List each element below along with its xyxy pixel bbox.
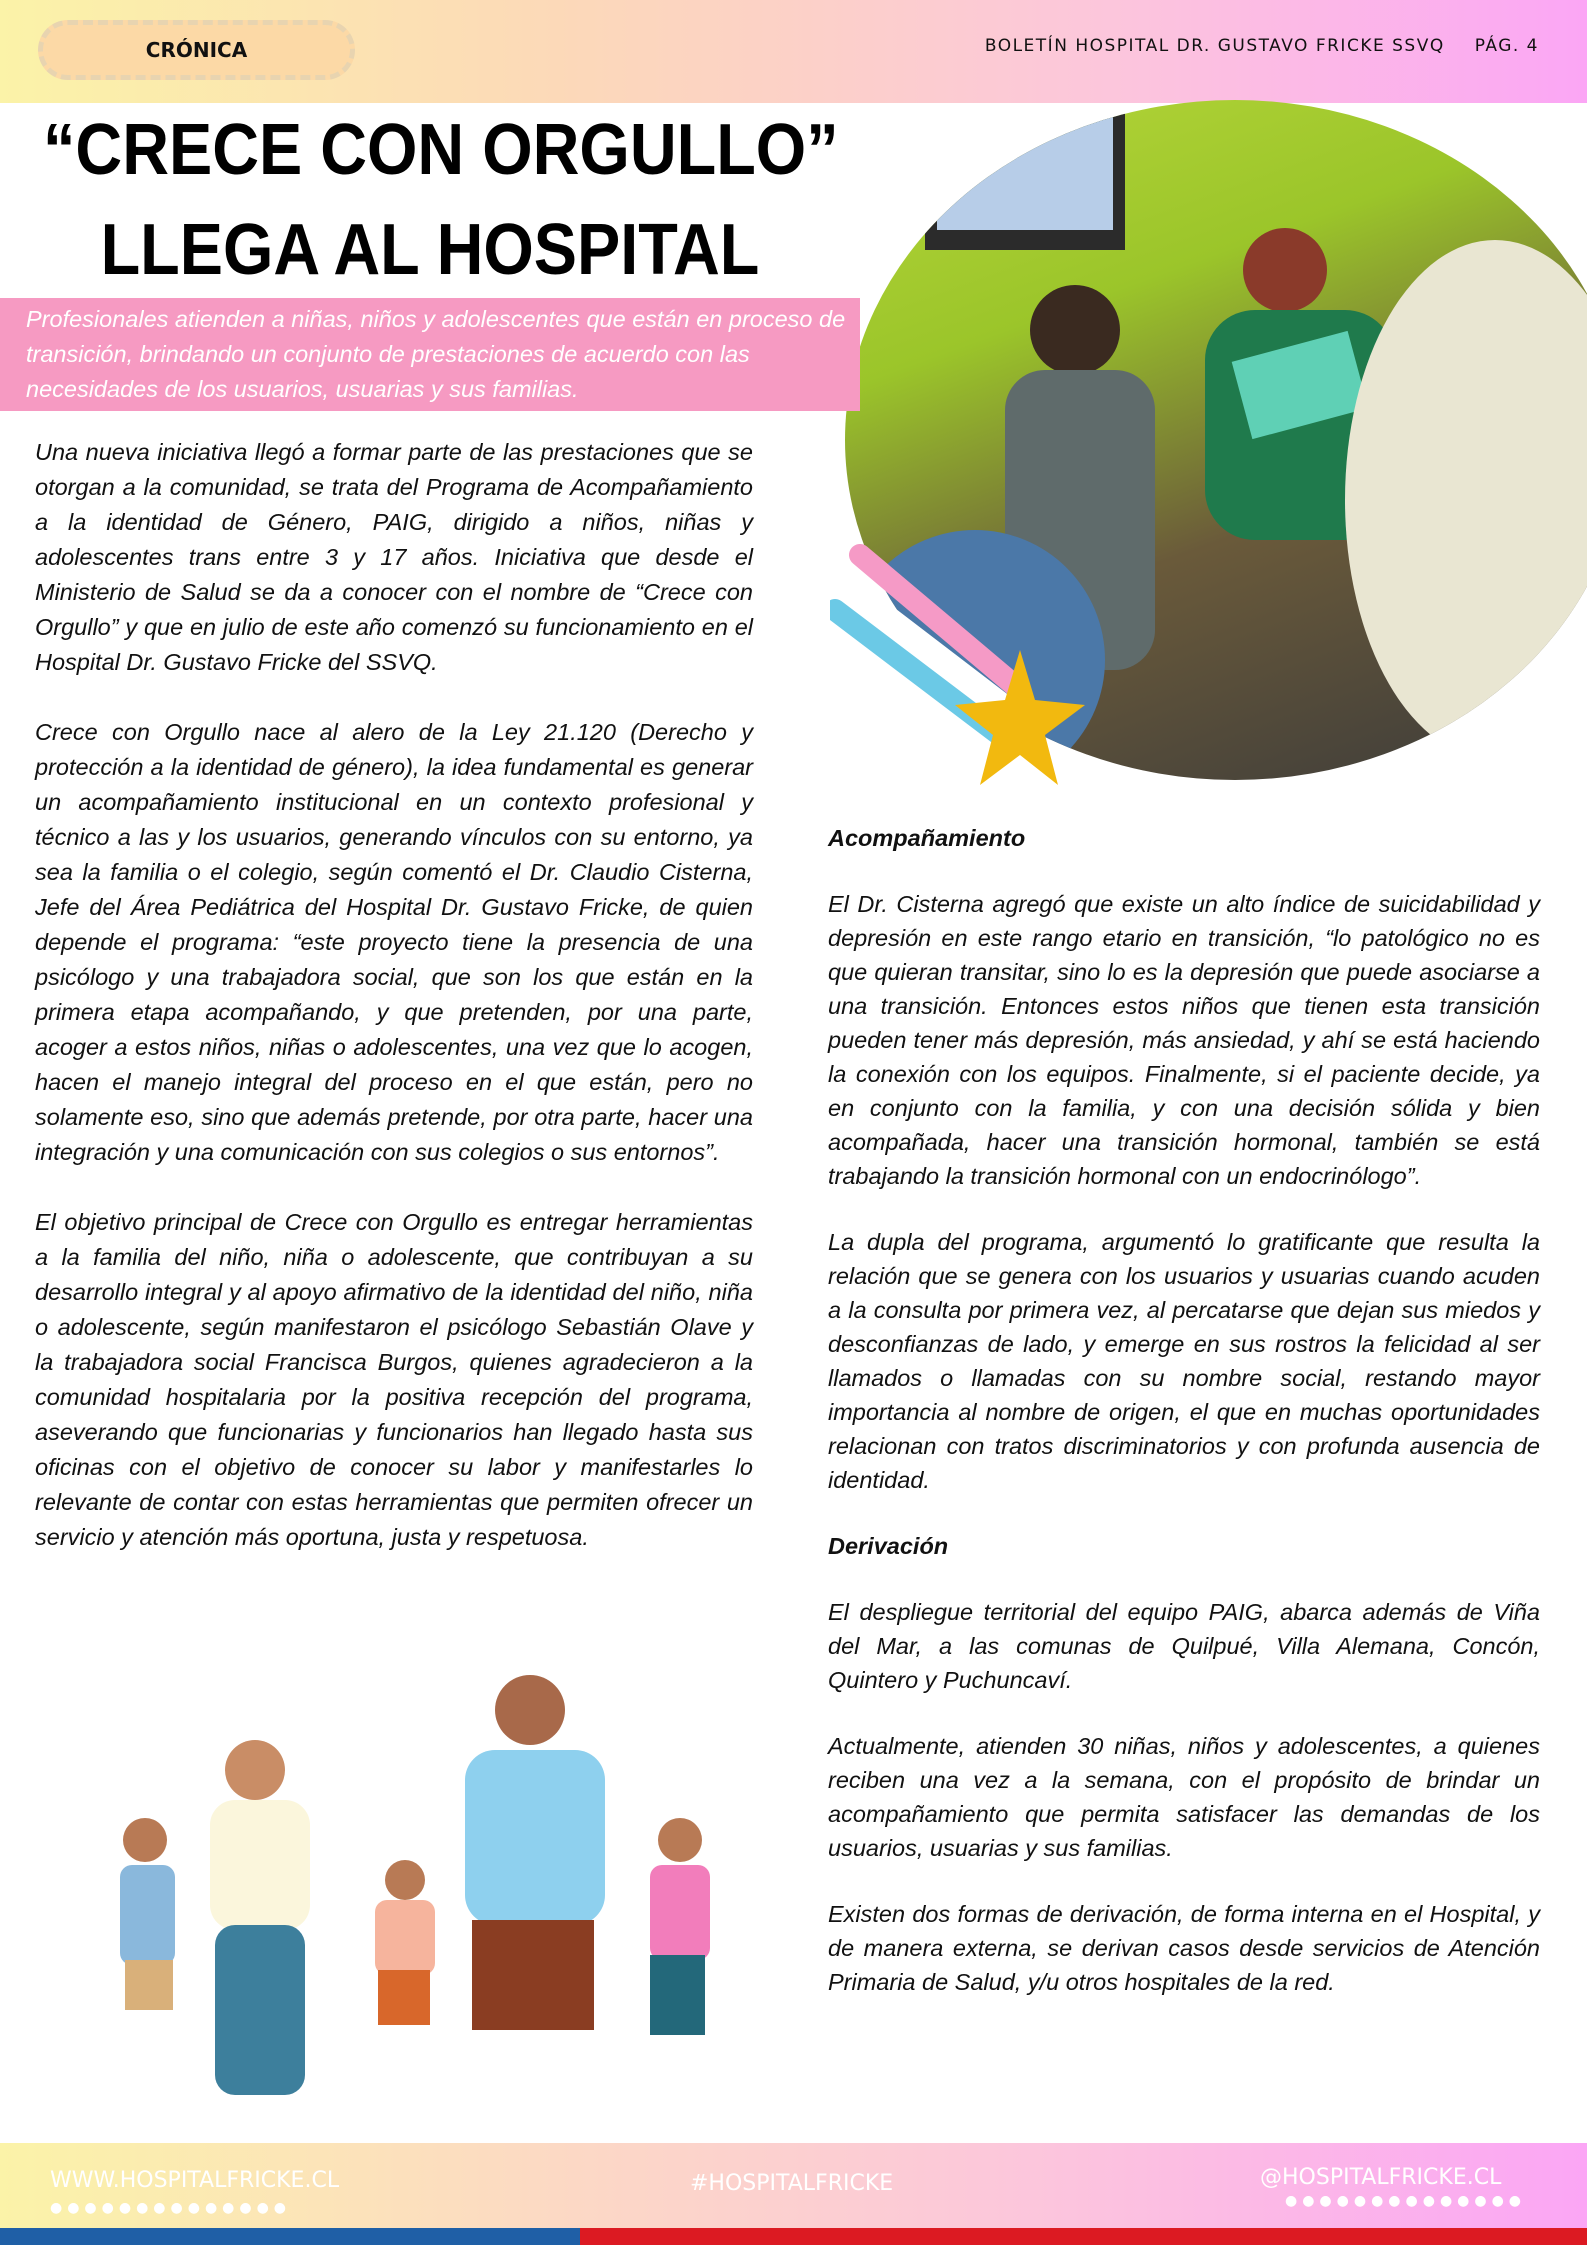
article-title-line1: “CRECE CON ORGULLO” [43,110,839,190]
page-number: PÁG. 4 [1474,36,1539,56]
section-heading: Acompañamiento [828,825,1026,851]
hashtag: #HOSPITALFRICKE [690,2171,894,2196]
article-subtitle: Profesionales atienden a niñas, niños y adolescentes que están en proceso de transición, brindando un conjunto de prestaciones de acuerdo con las necesidades de los usuarios, usuarias y sus familias. [0,298,860,411]
section-badge: CRÓNICA [38,20,355,80]
paragraph: Actualmente, atienden 30 niñas, niños y adolescentes, a quienes reciben una vez a la semana, con el propósito de brindar un acompañamiento que permita satisfacer las demandas de los usuarios, usuarias y sus familias. [828,1733,1540,1861]
paragraph: El objetivo principal de Crece con Orgullo es entregar herramientas a la familia del niño, niña o adolescente, que contribuyan a su desarrollo integral y al apoyo afirmativo de la identidad del niño, niña o adolescente, según manifestaron el psicólogo Sebastián Olave y la trabajadora social Francisca Burgos, quienes agradecieron a la comunidad hospitalaria por la positiva recepción del programa, aseverando que funcionarias y funcionarios han llegado hasta sus oficinas con el objetivo de conocer su labor y manifestarles lo relevante de contar con estas herramientas que permiten ofrecer un servicio y atención más oportuna, justa y respetuosa. [35,1209,753,1550]
social-handle[interactable]: @HOSPITALFRICKE.CL [1260,2165,1502,2190]
paragraph: Una nueva iniciativa llegó a formar parte de las prestaciones que se otorgan a la comunidad, se trata del Programa de Acompañamiento a la identidad de Género, PAIG, dirigido a niños, niñas y adolescentes trans entre 3 y 17 años. Iniciativa que desde el Ministerio de Salud se da a conocer con el nombre de “Crece con Orgullo” y que en julio de este año comenzó su funcionamiento en el Hospital Dr. Gustavo Fricke del SSVQ. [35,439,753,675]
paragraph: El Dr. Cisterna agregó que existe un alto índice de suicidabilidad y depresión en este rango etario en transición, “lo patológico no es que quieran transitar, sino lo es la depresión que puede asociarse a una transición. Entonces estos niños que tienen esta transición pueden tener más depresión, más ansiedad, y ahí se está haciendo la conexión con los equipos. Finalmente, si el paciente decide, ya en conjunto con la familia, y con una decisión sólida y bien acompañada, hacer una transición hormonal, también se está trabajando la transición hormonal con un endocrinólogo”. [828,891,1540,1189]
page-header [0,0,1587,103]
stripe-blue [0,2228,580,2245]
section-heading: Derivación [828,1533,949,1559]
website-link[interactable]: WWW.HOSPITALFRICKE.CL [50,2168,340,2193]
dots-decoration: ●●●●●●●●●●●●●● [50,2200,292,2216]
paragraph: Crece con Orgullo nace al alero de la Ley 21.120 (Derecho y protección a la identidad de género), la idea fundamental es generar un acompañamiento institucional en un contexto profesional y técnico a las y los usuarios, generando vínculos con su entorno, ya sea la familia o el colegio, según comentó el Dr. Claudio Cisterna, Jefe del Área Pediátrica del Hospital Dr. Gustavo Fricke, de quien depende el programa: “este proyecto tiene la presencia de una psicólogo y una trabajadora social, que son los que están en la primera etapa acompañando, y que pretenden, por una parte, acoger a estos niños, niñas o adolescentes, una vez que lo acogen, hacen el manejo integral del proceso en el que están, pero no solamente eso, sino que además pretende, por otra parte, hacer una integración y una comunicación con sus colegios o sus entornos”. [35,719,753,1165]
dots-decoration: ●●●●●●●●●●●●●● [1285,2193,1527,2209]
article-title-line2: LLEGA AL HOSPITAL [100,210,760,290]
paragraph: Existen dos formas de derivación, de forma interna en el Hospital, y de manera externa, se derivan casos desde servicios de Atención Primaria de Salud, y/u otros hospitales de la red. [828,1901,1540,1995]
family-illustration [110,1665,760,2155]
shooting-star-illustration [830,540,1090,810]
right-column [828,821,1540,1999]
paragraph: El despliegue territorial del equipo PAIG, abarca además de Viña del Mar, a las comunas de Quilpué, Villa Alemana, Concón, Quintero y Puchuncaví. [828,1599,1540,1693]
stripe-red [580,2228,1587,2245]
paragraph: La dupla del programa, argumentó lo gratificante que resulta la relación que se genera con los usuarios y usuarias cuando acuden a la consulta por primera vez, al percatarse que dejan sus miedos y desconfianzas de lado, y emerge en sus rostros la felicidad al ser llamados o llamadas con su nombre social, restando mayor importancia al nombre de origen, el que en muchas oportunidades relacionan con tratos discriminatorios y con profunda ausencia de identidad. [828,1229,1540,1493]
page-footer [0,2143,1587,2228]
bulletin-name: BOLETÍN HOSPITAL DR. GUSTAVO FRICKE SSVQ [984,36,1445,56]
left-column [35,435,753,1590]
